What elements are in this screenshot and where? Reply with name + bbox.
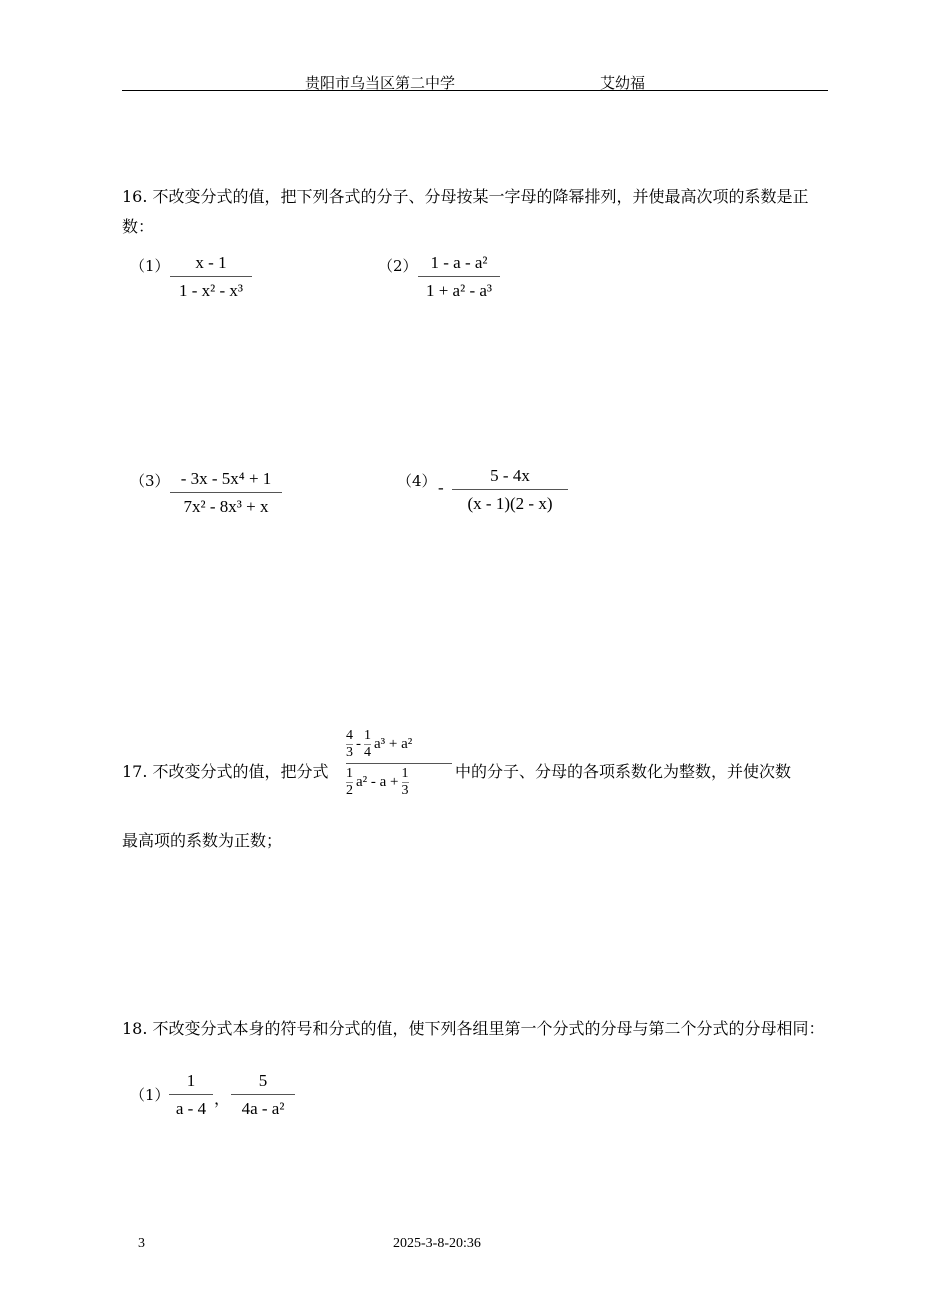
q17-text-after: 中的分子、分母的各项系数化为整数，并使次数	[455, 762, 792, 781]
q16-item-2-fraction	[418, 253, 500, 301]
q16-item-2-numerator: 1 - a - a²	[430, 253, 488, 272]
q16-item-1-fraction	[170, 253, 252, 301]
q17-num-rest: a³ + a²	[374, 736, 413, 752]
q16-item-4-fraction	[452, 466, 568, 514]
q16-item-4	[397, 470, 437, 491]
q16-text: 16. 不改变分式的值，把下列各式的分子、分母按某一字母的降幂排列，并使最高次项的系数是正数：	[122, 187, 809, 236]
q16-item-4-label: （4）	[397, 472, 437, 490]
q16-item-4-numerator: 5 - 4x	[490, 466, 530, 485]
q17-num-frac-1: 4 3	[346, 728, 353, 760]
q16-item-2-label: （2）	[378, 257, 418, 275]
q17-num-op: -	[356, 736, 361, 752]
q17-den-frac-2: $\frac{1}{3}$	[401, 766, 409, 798]
q17-text-before: 17. 不改变分式的值，把分式	[122, 762, 329, 781]
q16-item-1-numerator: x - 1	[195, 253, 227, 272]
q18-item-1-fraction-2	[232, 1071, 294, 1119]
q18-f2-denominator: 4a - a²	[231, 1094, 295, 1119]
q16-item-2-denominator: 1 + a² - a³	[418, 276, 500, 301]
q16-item-1	[130, 255, 170, 276]
q16-item-1-denominator: 1 - x² - x³	[170, 276, 252, 301]
q18-text: 18. 不改变分式本身的符号和分式的值，使下列各组里第一个分式的分母与第二个分式的分母相同：	[122, 1019, 825, 1038]
q16-item-1-label: （1）	[130, 257, 170, 275]
q16-item-3-label: （3）	[130, 472, 170, 490]
footer-page-number: 3	[138, 1236, 145, 1251]
header-rule	[122, 90, 828, 91]
q18-separator: ，	[214, 1089, 231, 1108]
q17-den-mid: a² - a +	[356, 774, 399, 790]
q16-item-2	[378, 255, 418, 276]
q17-fraction-numerator	[346, 728, 452, 763]
q16-item-3-numerator: - 3x - 5x⁴ + 1	[180, 469, 272, 488]
q17-text-line2: 最高项的系数为正数；	[122, 831, 283, 850]
q16-item-3-fraction	[170, 469, 282, 517]
q18-f1-denominator: a - 4	[169, 1094, 213, 1119]
q17-fraction-denominator	[346, 763, 452, 799]
q16-item-3	[130, 470, 170, 491]
header-author: 艾幼福	[600, 74, 646, 92]
q18-item-1	[130, 1084, 170, 1105]
footer-date: 2025-3-8-20:36	[393, 1236, 481, 1251]
q17-den-frac-1: 1 2	[346, 766, 353, 798]
q18-f1-numerator: 1	[186, 1071, 196, 1090]
q18-item-1-label: （1）	[130, 1086, 170, 1104]
q17-fraction	[346, 728, 452, 799]
header-school: 贵阳市乌当区第二中学	[305, 74, 456, 92]
q16-item-4-sign: -	[438, 478, 444, 497]
q16-item-3-denominator: 7x² - 8x³ + x	[170, 492, 282, 517]
q18-f2-numerator: 5	[258, 1071, 268, 1090]
q16-item-4-denominator: (x - 1)(2 - x)	[452, 489, 568, 514]
q18-item-1-fraction-1	[170, 1071, 212, 1119]
q17-num-frac-2: 1 4	[364, 728, 371, 760]
